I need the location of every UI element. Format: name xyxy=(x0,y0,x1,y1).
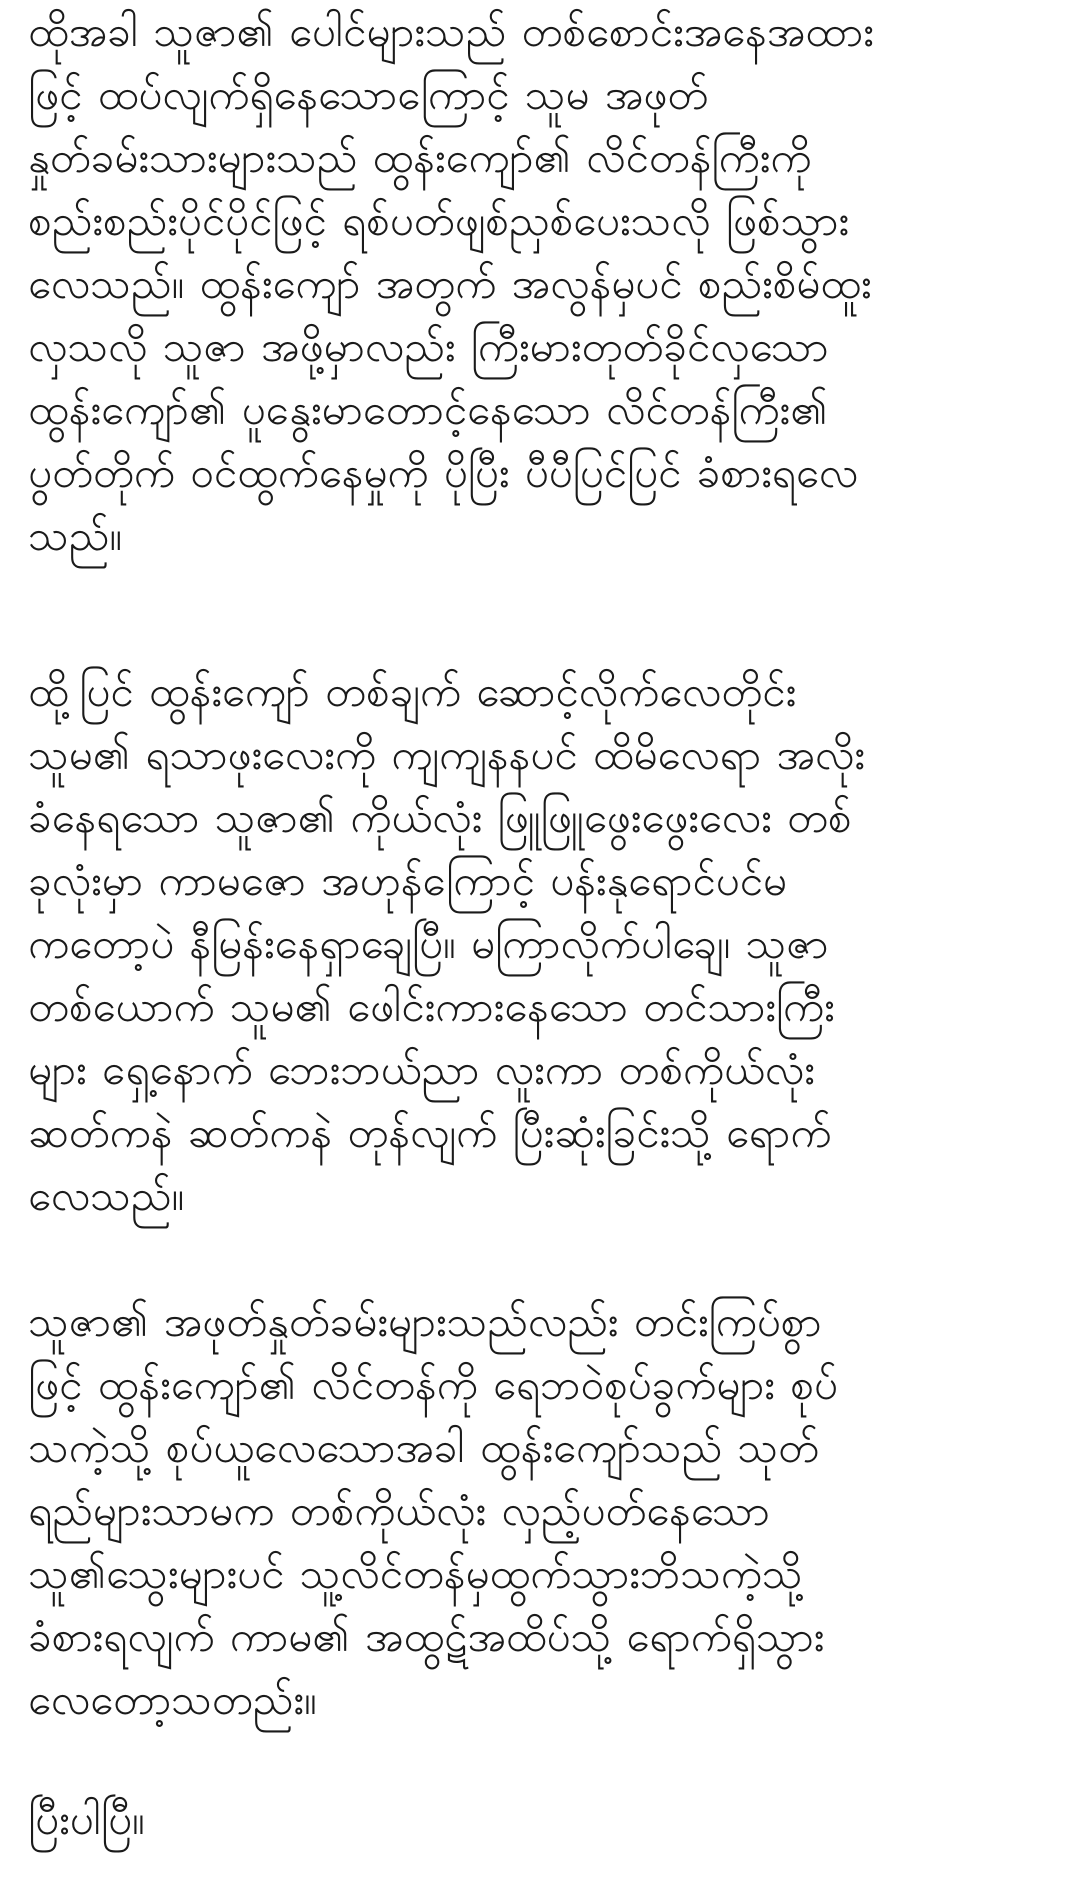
text-line: လှသလို သူဇာ အဖို့မှာလည်း ကြီးမားတုတ်ခိုင်လှသော xyxy=(28,322,829,371)
text-line: သကဲ့သို့ စုပ်ယူလေသောအခါ ထွန်းကျော်သည် သုတ် xyxy=(28,1423,819,1472)
paragraph-end-note xyxy=(28,1788,145,1851)
text-line: ကတော့ပဲ နီမြန်းနေရှာချေပြီ။ မကြာလိုက်ပါချေ၊ သူဇာ xyxy=(28,919,829,968)
text-line: နှုတ်ခမ်းသားများသည် ထွန်းကျော်၏ လိင်တန်ကြီးကို xyxy=(28,133,812,182)
text-line: ရည်များသာမက တစ်ကိုယ်လုံး လှည့်ပတ်နေသော xyxy=(28,1486,770,1535)
text-line: ပွတ်တိုက် ဝင်ထွက်နေမှုကို ပိုပြီး ပီပီပြင်ပြင် ခံစားရလေ xyxy=(28,448,859,497)
text-line: ထိုအခါ သူဇာ၏ ပေါင်များသည် တစ်စောင်းအနေအထား xyxy=(28,7,874,56)
paragraph-2 xyxy=(28,660,865,1227)
text-line: သည်။ xyxy=(28,511,122,560)
text-line: သူမ၏ ရသာဖုးလေးကို ကျကျနနပင် ထိမိလေရာ အလိုး xyxy=(28,730,865,779)
paragraph-3 xyxy=(28,1290,838,1731)
text-line: သူဇာ၏ အဖုတ်နှုတ်ခမ်းများသည်လည်း တင်းကြပ်စွာ xyxy=(28,1297,822,1346)
text-line: လေသည်။ ထွန်းကျော် အတွက် အလွန်မှပင် စည်းစိမ်ထူး xyxy=(28,259,872,308)
text-line: ဆတ်ကနဲ ဆတ်ကနဲ တုန်လျက် ပြီးဆုံးခြင်းသို့ ရောက် xyxy=(28,1108,832,1157)
text-line: လေသည်။ xyxy=(28,1171,185,1220)
text-line: ထွန်းကျော်၏ ပူနွေးမာတောင့်နေသော လိင်တန်ကြီး၏ xyxy=(28,385,828,434)
text-line: စည်းစည်းပိုင်ပိုင်ဖြင့် ရစ်ပတ်ဖျစ်ညှစ်ပေးသလို ဖြစ်သွား xyxy=(28,196,850,245)
text-line: ထို့ပြင် ထွန်းကျော် တစ်ချက် ဆောင့်လိုက်လေတိုင်း xyxy=(28,667,797,716)
text-line: တစ်ယောက် သူမ၏ ဖေါင်းကားနေသော တင်သားကြီး xyxy=(28,982,835,1031)
text-line: များ ရှေ့နောက် ဘေးဘယ်ညာ လူးကာ တစ်ကိုယ်လုံး xyxy=(28,1045,815,1094)
text-line: ဖြင့် ထပ်လျက်ရှိနေသောကြောင့် သူမ အဖုတ် xyxy=(28,70,709,119)
text-line: ခံနေရသော သူဇာ၏ ကိုယ်လုံး ဖြူဖြူဖွေးဖွေးလေး တစ် xyxy=(28,793,852,842)
end-note: ပြီးပါပြီ။ xyxy=(28,1795,145,1844)
text-line: ခံစားရလျက် ကာမ၏ အထွဋ်အထိပ်သို့ ရောက်ရှိသွား xyxy=(28,1612,825,1661)
text-line: ဖြင့် ထွန်းကျော်၏ လိင်တန်ကို ရေဘဝဲစုပ်ခွက်များ စုပ် xyxy=(28,1360,838,1409)
text-line: ခုလုံးမှာ ကာမဇော အဟုန်ကြောင့် ပန်းနုရောင်ပင်မ xyxy=(28,856,787,905)
text-line: လေတော့သတည်း။ xyxy=(28,1675,317,1724)
paragraph-1 xyxy=(28,0,874,567)
text-line: သူ၏သွေးများပင် သူ့လိင်တန်မှထွက်သွားဘိသကဲ့သို့ xyxy=(28,1549,803,1598)
